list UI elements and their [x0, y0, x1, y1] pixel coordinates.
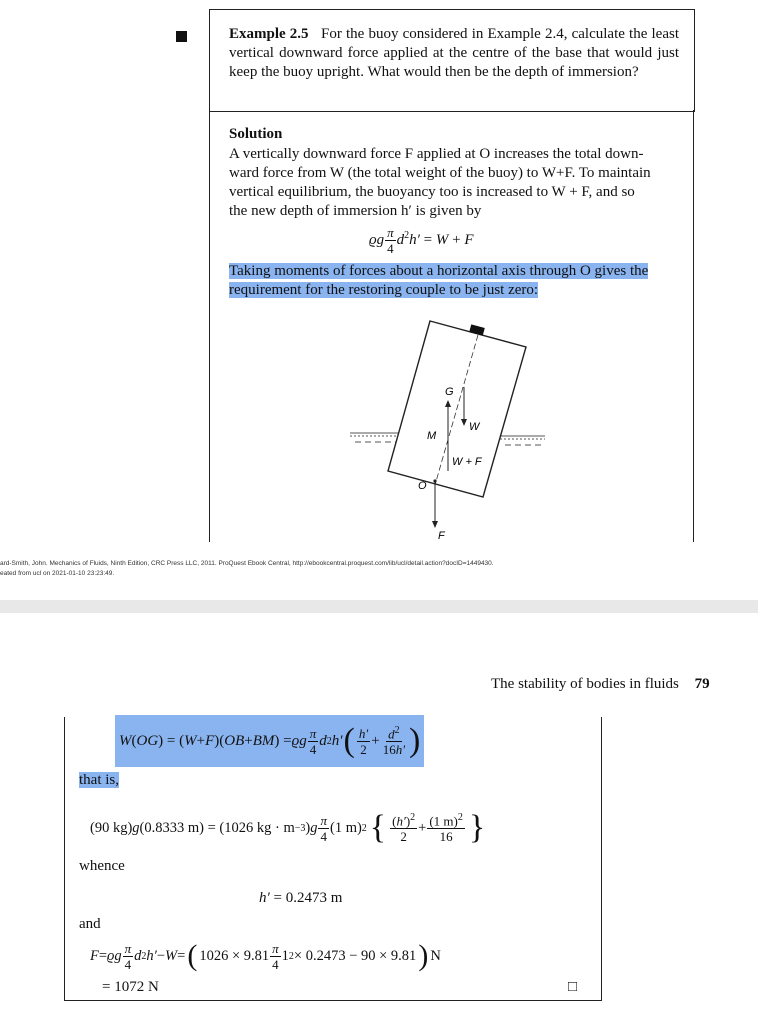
bullet-square	[176, 31, 187, 42]
highlighted-statement	[229, 262, 648, 300]
box-left-rule	[64, 717, 65, 1000]
solution-line: vertical equilibrium, the buoyancy too is increased to W + F, and so	[229, 184, 635, 200]
example-text	[229, 25, 679, 82]
label-G: G	[445, 386, 454, 398]
point-O	[433, 479, 436, 482]
box-bottom-rule	[64, 1000, 602, 1001]
example-label: Example 2.5	[229, 26, 309, 42]
whence-label: whence	[79, 858, 125, 874]
running-head	[491, 676, 710, 693]
citation-footer	[0, 559, 494, 579]
highlight-line: requirement for the restoring couple to be just zero:	[229, 282, 539, 298]
page-number: 79	[694, 676, 710, 692]
page-separator	[0, 600, 758, 613]
solution-box-right-rule	[693, 110, 694, 542]
running-head-title: The stability of bodies in fluids	[491, 676, 679, 692]
equation-moment: W ( OG ) = ( W + F )( OB + BM ) = ϱg $\frac{\pi}{4}$ d 2 h′ ( $\frac{h'}{2}$ + $\frac{d^2}{16h'}$ )	[115, 715, 424, 767]
solution-line: the new depth of immersion h′ is given by	[229, 203, 482, 219]
citation-line-2: eated from ucl on 2021-01-10 23:23:49.	[0, 570, 115, 577]
example-body: For the buoy considered in Example 2.4, calculate the least vertical downward force applied at the centre of the base that would just keep the buoy upright. What would then be the depth of immersion?	[229, 26, 679, 80]
page-bottom	[0, 613, 758, 1024]
end-of-proof-mark: □	[568, 979, 578, 995]
label-W: W	[469, 421, 480, 433]
label-O: O	[418, 480, 427, 492]
label-F: F	[438, 530, 445, 542]
box-right-rule	[601, 717, 602, 1000]
equation-1: ϱg $\frac{\pi}{4}$ $d^2h' = W + F$	[369, 225, 474, 256]
buoy-figure	[330, 305, 560, 545]
equation-F: F = ϱg $\frac{\pi}{4}$ d 2 h′ − W = ( 1026 × 9.81 $\frac{\pi}{4}$ 1 2 × 0.2473 − 90 × 9.81 ) N	[90, 939, 441, 972]
equation-h: h′ = 0.2473 m	[259, 890, 343, 906]
equation-F-result: = 1072 N	[102, 979, 159, 995]
water-surface-right	[500, 436, 545, 445]
label-M: M	[427, 430, 437, 442]
and-label: and	[79, 916, 101, 932]
that-is-label: that is,	[79, 772, 119, 788]
label-WF: W + F	[452, 456, 482, 468]
solution-para1	[229, 145, 681, 221]
solution-line: ward force from W (the total weight of the buoy) to W+F. To maintain	[229, 165, 651, 181]
highlight-line: Taking moments of forces about a horizontal axis through O gives the	[229, 263, 649, 279]
citation-line-1: ard-Smith, John. Mechanics of Fluids, Ninth Edition, CRC Press LLC, 2011. ProQuest Ebook Central, http://ebookcentral.proquest.com/lib/ucl/detail.action?docID=1449430.	[0, 560, 494, 567]
solution-line: A vertically downward force F applied at O increases the total down-	[229, 146, 644, 162]
solution-heading: Solution	[229, 126, 283, 142]
solution-box-left-rule	[209, 110, 210, 542]
equation-numeric: (90 kg) g (0.8333 m) = (1026 kg · m −3 ) g $\frac{\pi}{4}$ (1 m) 2 { $\frac{(h')^2}{2}$ + $\frac{(1 m)^2}{16}$ }	[90, 809, 486, 846]
